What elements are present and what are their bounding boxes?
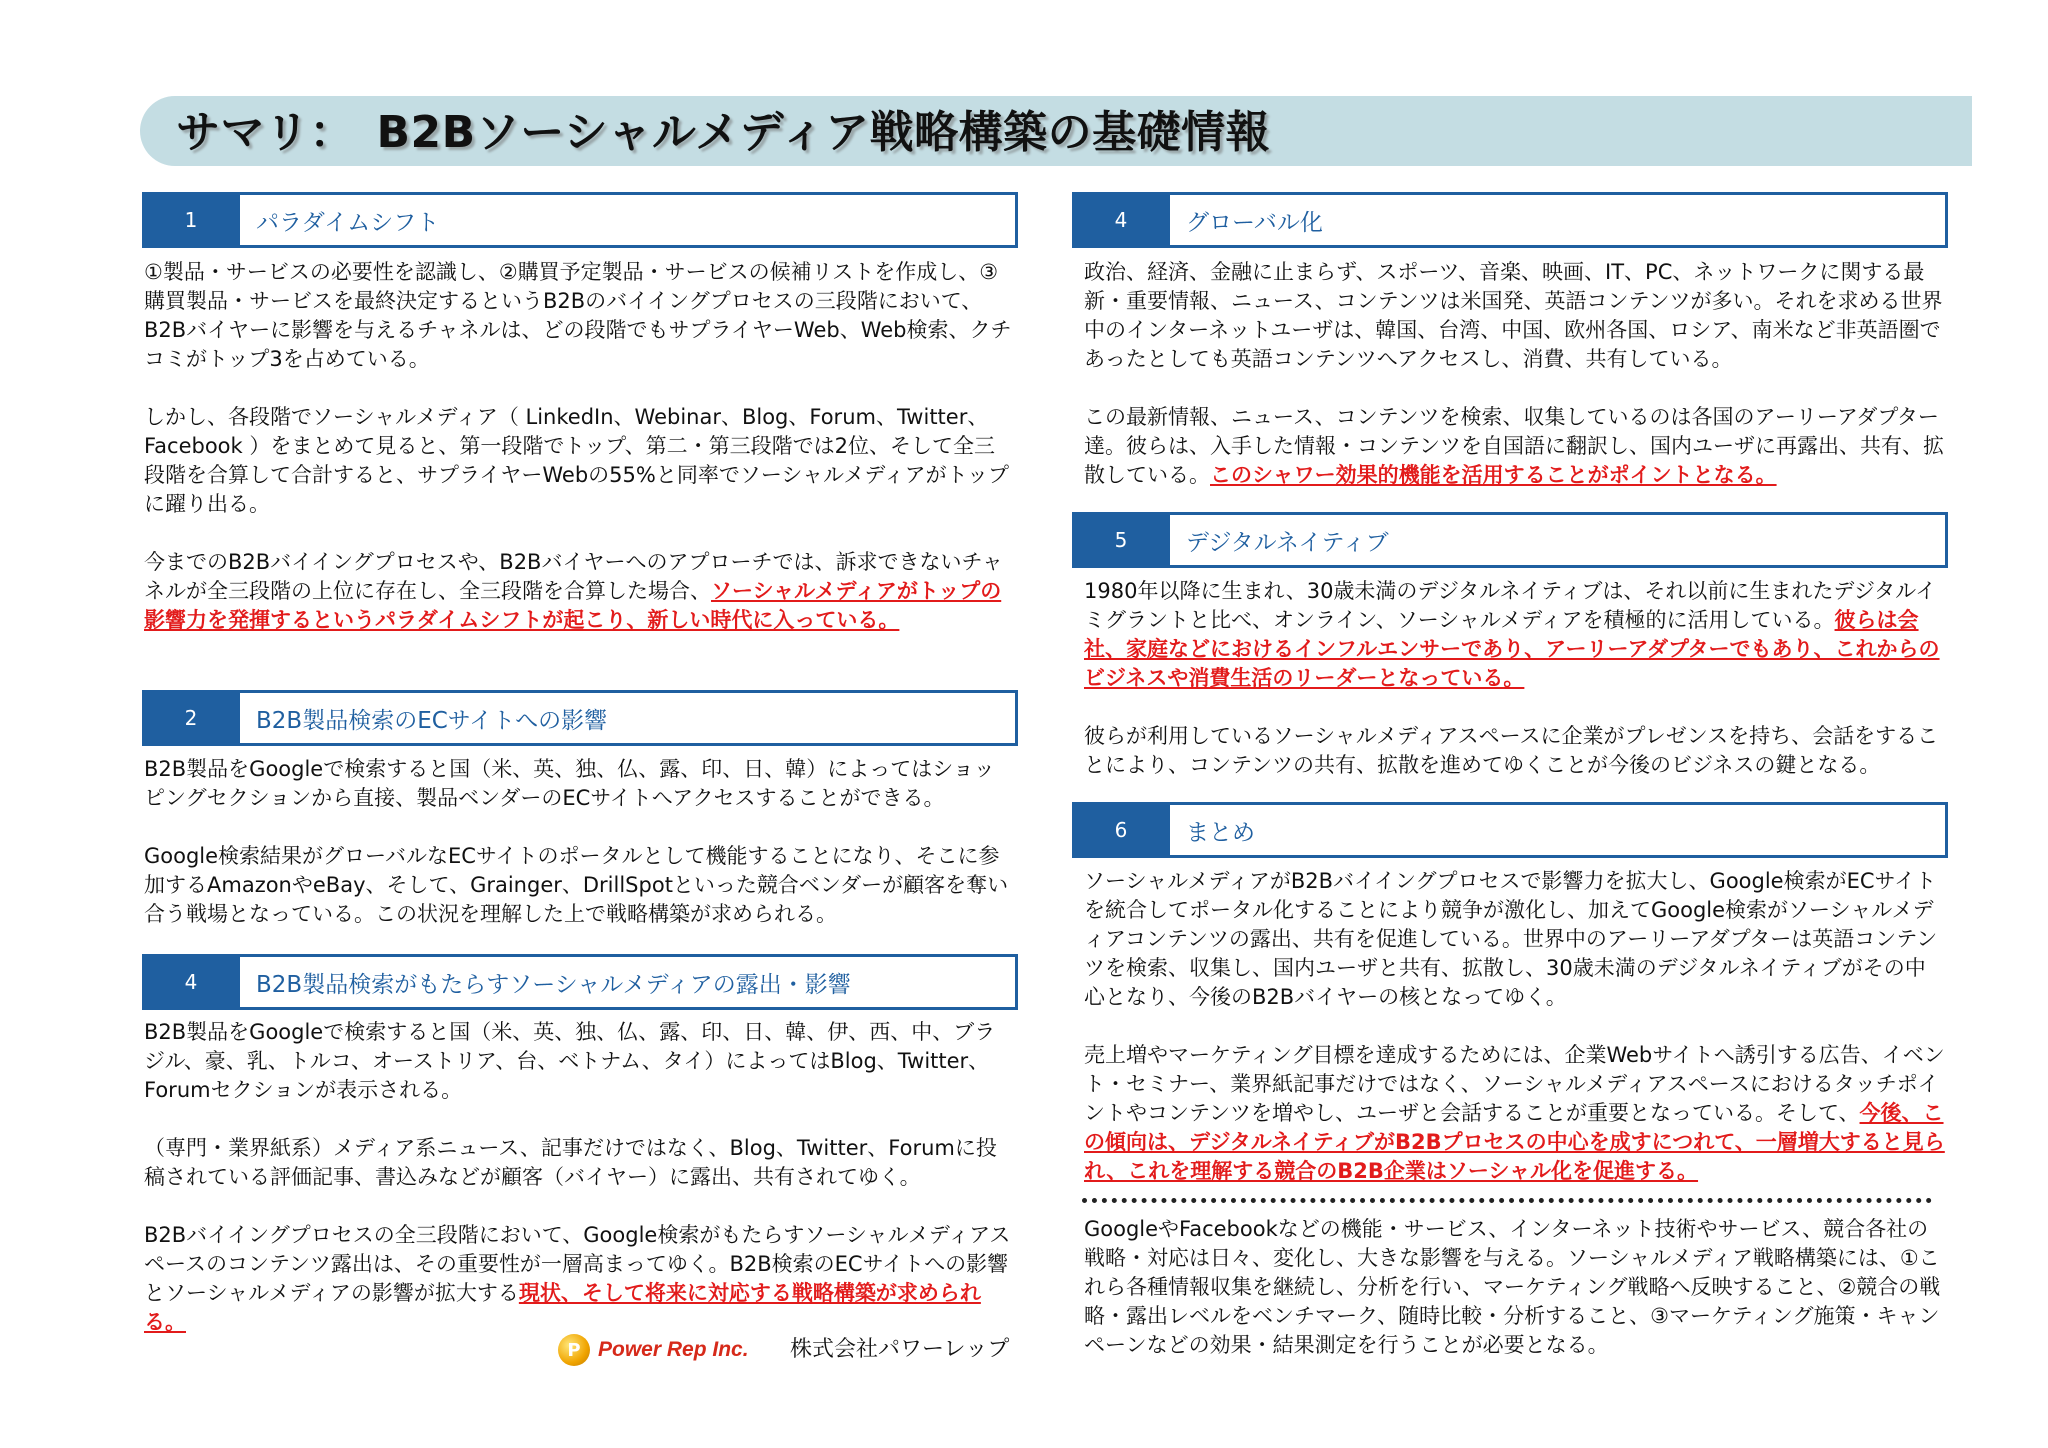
- highlight-text: 現状、そして将来に対応する戦略構築が求められる。: [144, 1281, 981, 1334]
- section-body-paradigm-shift: [144, 258, 1014, 635]
- body-paragraph: [144, 1134, 1014, 1192]
- section-body-summary: [1084, 867, 1946, 1360]
- body-text: B2Bバイイングプロセスの全三段階において、Google検索がもたらすソーシャルメディアスペースのコンテンツ露出は、その重要性が一層高まってゆく。B2B検索のECサイトへの影響とソーシャルメディアの影響が拡大する: [144, 1223, 1011, 1305]
- body-paragraph: [144, 1018, 1014, 1105]
- section-number: 1: [142, 192, 240, 248]
- section-header-paradigm-shift: [142, 192, 1018, 248]
- body-text: この最新情報、ニュース、コンテンツを検索、収集しているのは各国のアーリーアダプター達。彼らは、入手した情報・コンテンツを自国語に翻訳し、国内ユーザに再露出、共有、拡散している。: [1084, 405, 1944, 487]
- highlight-text: 彼らは会社、家庭などにおけるインフルエンサーであり、アーリーアダプターでもあり、これからのビジネスや消費生活のリーダーとなっている。: [1084, 608, 1940, 690]
- body-text: 今までのB2Bバイイングプロセスや、B2Bバイヤーへのアプローチでは、訴求できないチャネルが全三段階の上位に存在し、全三段階を合算した場合、: [144, 550, 1003, 603]
- power-rep-logo-icon: P: [558, 1334, 590, 1366]
- body-paragraph: [144, 842, 1014, 929]
- dotted-divider: [1082, 1198, 1932, 1203]
- body-paragraph: [144, 755, 1014, 813]
- highlight-text: ソーシャルメディアがトップの影響力を発揮するというパラダイムシフトが起こり、新しい時代に入っている。: [144, 579, 1002, 632]
- section-number: 4: [142, 954, 240, 1010]
- section-label: まとめ: [1170, 802, 1948, 858]
- body-paragraph: [144, 1221, 1014, 1337]
- page-title: サマリ： B2Bソーシャルメディア戦略構築の基礎情報: [176, 107, 1271, 158]
- body-text: 彼らが利用しているソーシャルメディアスペースに企業がプレゼンスを持ち、会話をすることにより、コンテンツの共有、拡散を進めてゆくことが今後のビジネスの鍵となる。: [1084, 724, 1939, 777]
- body-text: 売上増やマーケティング目標を達成するためには、企業Webサイトへ誘引する広告、イベント・セミナー、業界紙記事だけではなく、ソーシャルメディアスペースにおけるタッチポイントやコンテンツを増やし、ユーザと会話することが重要となっている。そして、: [1084, 1043, 1945, 1125]
- section-label: B2B製品検索のECサイトへの影響: [240, 690, 1018, 746]
- section-body-digital-native: [1084, 577, 1946, 780]
- logo-text: Power Rep Inc.: [598, 1338, 749, 1361]
- body-text: ソーシャルメディアがB2Bバイイングプロセスで影響力を拡大し、Google検索がECサイトを統合してポータル化することにより競争が激化し、加えてGoogle検索がソーシャルメディアコンテンツの露出、共有を促進している。世界中のアーリーアダプターは英語コンテンツを検索、収集し、国内ユーザと共有、拡散し、30歳未満のデジタルネイティブがその中心となり、今後のB2Bバイヤーの核となってゆく。: [1084, 869, 1938, 1009]
- body-paragraph: [1084, 867, 1946, 1012]
- section-header-globalization: [1072, 192, 1948, 248]
- body-paragraph: [1084, 1041, 1946, 1186]
- section-label: パラダイムシフト: [240, 192, 1018, 248]
- section-label: グローバル化: [1170, 192, 1948, 248]
- body-text: （専門・業界紙系）メディア系ニュース、記事だけではなく、Blog、Twitter、Forumに投稿されている評価記事、書込みなどが顧客（バイヤー）に露出、共有されてゆく。: [144, 1136, 997, 1189]
- body-text: 政治、経済、金融に止まらず、スポーツ、音楽、映画、IT、PC、ネットワークに関する最新・重要情報、ニュース、コンテンツは米国発、英語コンテンツが多い。それを求める世界中のインターネットユーザは、韓国、台湾、中国、欧州各国、ロシア、南米など非英語圏であったとしても英語コンテンツへアクセスし、消費、共有している。: [1084, 260, 1943, 371]
- body-paragraph: [1084, 577, 1946, 693]
- highlight-text: 今後、この傾向は、デジタルネイティブがB2Bプロセスの中心を成すにつれて、一層増大すると見られ、これを理解する競合のB2B企業はソーシャル化を促進する。: [1084, 1101, 1945, 1183]
- section-body-social-media-exposure: [144, 1018, 1014, 1337]
- body-paragraph: [1084, 258, 1946, 374]
- company-logo: [558, 1330, 749, 1370]
- section-header-ec-site-impact: [142, 690, 1018, 746]
- body-text: 1980年以降に生まれ、30歳未満のデジタルネイティブは、それ以前に生まれたデジタルイミグラントと比べ、オンライン、ソーシャルメディアを積極的に活用している。: [1084, 579, 1937, 632]
- body-text: B2B製品をGoogleで検索すると国（米、英、独、仏、露、印、日、韓、伊、西、中、ブラジル、豪、乳、トルコ、オーストリア、台、ベトナム、タイ）によってはBlog、Twitter、Forumセクションが表示される。: [144, 1020, 996, 1102]
- highlight-text: このシャワー効果的機能を活用することがポイントとなる。: [1210, 463, 1777, 487]
- section-number: 6: [1072, 802, 1170, 858]
- section-body-globalization: [1084, 258, 1946, 490]
- body-paragraph: [1084, 403, 1946, 490]
- section-number: 5: [1072, 512, 1170, 568]
- section-header-social-media-exposure: [142, 954, 1018, 1010]
- body-paragraph: [1084, 1215, 1946, 1360]
- section-body-ec-site-impact: [144, 755, 1014, 929]
- body-text: B2B製品をGoogleで検索すると国（米、英、独、仏、露、印、日、韓）によってはショッピングセクションから直接、製品ベンダーのECサイトへアクセスすることができる。: [144, 757, 995, 810]
- body-paragraph: [1084, 722, 1946, 780]
- section-label: デジタルネイティブ: [1170, 512, 1948, 568]
- body-text: Google検索結果がグローバルなECサイトのポータルとして機能することになり、そこに参加するAmazonやeBay、そして、Grainger、DrillSpotといった競合ベンダーが顧客を奪い合う戦場となっている。この状況を理解した上で戦略構築が求められる。: [144, 844, 1009, 926]
- section-number: 2: [142, 690, 240, 746]
- body-text: GoogleやFacebookなどの機能・サービス、インターネット技術やサービス、競合各社の戦略・対応は日々、変化し、大きな影響を与える。ソーシャルメディア戦略構築には、①これら各種情報収集を継続し、分析を行い、マーケティング戦略へ反映すること、②競合の戦略・露出レベルをベンチマーク、随時比較・分析すること、③マーケティング施策・キャンペーンなどの効果・結果測定を行うことが必要となる。: [1084, 1217, 1941, 1357]
- section-header-summary: [1072, 802, 1948, 858]
- section-number: 4: [1072, 192, 1170, 248]
- company-name: 株式会社パワーレップ: [790, 1337, 1010, 1362]
- body-paragraph: [144, 258, 1014, 374]
- body-text: しかし、各段階でソーシャルメディア（ LinkedIn、Webinar、Blog、Forum、Twitter、Facebook ）をまとめて見ると、第一段階でトップ、第二・第三段階では2位、そして全三段階を合算して合計すると、サプライヤーWebの55%と同率でソーシャルメディアがトップに躍り出る。: [144, 405, 1010, 516]
- section-label: B2B製品検索がもたらすソーシャルメディアの露出・影響: [240, 954, 1018, 1010]
- body-paragraph: [144, 548, 1014, 635]
- body-paragraph: [144, 403, 1014, 519]
- section-header-digital-native: [1072, 512, 1948, 568]
- body-text: ①製品・サービスの必要性を認識し、②購買予定製品・サービスの候補リストを作成し、③購買製品・サービスを最終決定するというB2Bのバイイングプロセスの三段階において、B2Bバイヤーに影響を与えるチャネルは、どの段階でもサプライヤーWeb、Web検索、クチコミがトップ3を占めている。: [144, 260, 1012, 371]
